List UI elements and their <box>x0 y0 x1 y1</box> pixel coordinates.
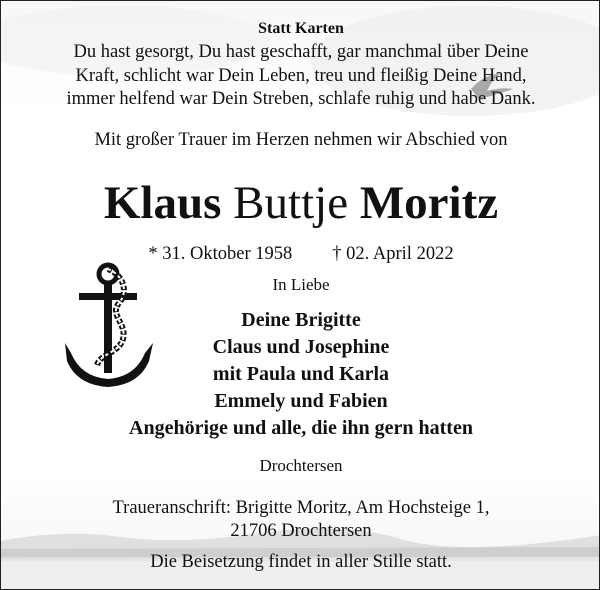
deceased-name <box>1 175 600 231</box>
header-title: Statt Karten <box>258 20 344 37</box>
poem-line: immer helfend war Dein Streben, schlafe ruhig und habe Dank. <box>66 89 536 109</box>
last-name: Moritz <box>359 177 499 229</box>
family-line: mit Paula und Karla <box>212 363 390 385</box>
address-line: 21706 Drochtersen <box>230 521 372 541</box>
town: Drochtersen <box>259 456 343 475</box>
in-liebe-text: In Liebe <box>272 275 330 294</box>
family-line: Angehörige und alle, die ihn gern hatten <box>129 417 473 439</box>
middle-name: Buttje <box>233 177 349 229</box>
poem-line: Kraft, schlicht war Dein Leben, treu und fleißig Deine Hand, <box>75 65 527 86</box>
family-line: Emmely und Fabien <box>214 390 388 412</box>
birth-date: * 31. Oktober 1958 <box>148 244 293 264</box>
intro-text: Mit großer Trauer im Herzen nehmen wir Abschied von <box>94 130 508 150</box>
address-line: Traueranschrift: Brigitte Moritz, Am Hochsteige 1, <box>112 498 490 518</box>
death-date: † 02. April 2022 <box>332 244 454 264</box>
poem-line: Du hast gesorgt, Du hast geschafft, gar manchmal über Deine <box>73 42 529 62</box>
family-line: Claus und Josephine <box>212 336 390 358</box>
family-line: Deine Brigitte <box>241 309 361 331</box>
first-name: Klaus <box>103 177 222 229</box>
closing-text: Die Beisetzung findet in aller Stille statt. <box>150 552 452 572</box>
mourning-address <box>1 497 600 543</box>
poem <box>1 41 600 112</box>
family-list <box>1 307 600 442</box>
